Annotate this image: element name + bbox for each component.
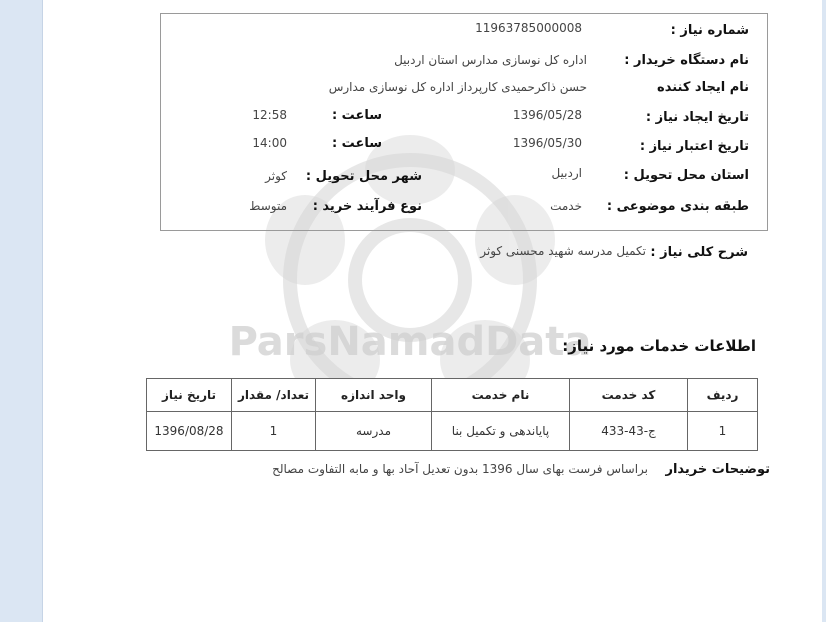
column-header-need-date: تاریخ نیاز <box>147 379 232 412</box>
left-frame-strip <box>0 0 43 622</box>
cell-need-date: 1396/08/28 <box>147 412 232 451</box>
column-header-unit: واحد اندازه <box>316 379 432 412</box>
city-value: کوثر <box>265 169 287 183</box>
services-table <box>146 378 758 451</box>
created-date-value: 1396/05/28 <box>512 108 582 122</box>
created-date-label: تاریخ ایجاد نیاز : <box>645 110 749 125</box>
svg-text:ParsNamadData: ParsNamadData <box>228 319 592 365</box>
province-value: اردبیل <box>551 166 582 180</box>
valid-time-value: 14:00 <box>252 136 287 150</box>
category-label: طبقه بندی موضوعی : <box>606 199 749 214</box>
need-number-label: شماره نیاز : <box>670 23 749 38</box>
buyer-notes-label: توضیحات خریدار <box>665 462 770 477</box>
buyer-label: نام دستگاه خریدار : <box>624 53 749 68</box>
creator-label: نام ایجاد کننده <box>657 80 749 95</box>
services-section-title: اطلاعات خدمات مورد نیاز: <box>562 337 756 355</box>
buyer-value: اداره کل نوسازی مدارس استان اردبیل <box>394 53 587 67</box>
valid-date-label: تاریخ اعتبار نیاز : <box>639 139 749 154</box>
created-time-value: 12:58 <box>252 108 287 122</box>
creator-value: حسن ذاکرحمیدی کارپرداز اداره کل نوسازی مدارس <box>328 80 587 94</box>
cell-unit: مدرسه <box>316 412 432 451</box>
cell-row-number: 1 <box>688 412 758 451</box>
created-time-label: ساعت : <box>331 108 382 123</box>
cell-quantity: 1 <box>232 412 316 451</box>
need-number-value: 11963785000008 <box>475 21 582 35</box>
category-value: خدمت <box>550 199 582 213</box>
city-label: شهر محل تحویل : <box>305 169 422 184</box>
buyer-notes-value: براساس فرست بهای سال 1396 بدون تعدیل آحاد بها و مابه التفاوت مصالح <box>272 462 648 476</box>
description-value: تکمیل مدرسه شهید محسنی کوثر <box>480 244 646 258</box>
valid-date-value: 1396/05/30 <box>512 136 582 150</box>
province-label: استان محل تحویل : <box>623 168 749 183</box>
cell-service-code: ج-43-433 <box>570 412 688 451</box>
right-frame-strip <box>822 0 826 622</box>
description-label: شرح کلی نیاز : <box>650 245 748 260</box>
need-info-box <box>160 13 768 231</box>
table-row <box>147 412 758 451</box>
column-header-row-number: ردیف <box>688 379 758 412</box>
valid-time-label: ساعت : <box>331 136 382 151</box>
column-header-quantity: تعداد/ مقدار <box>232 379 316 412</box>
column-header-service-name: نام خدمت <box>432 379 570 412</box>
table-header-row <box>147 379 758 412</box>
process-label: نوع فرآیند خرید : <box>312 199 422 214</box>
column-header-service-code: کد خدمت <box>570 379 688 412</box>
cell-service-name: پایاندهی و تکمیل بنا <box>432 412 570 451</box>
process-value: متوسط <box>249 199 287 213</box>
